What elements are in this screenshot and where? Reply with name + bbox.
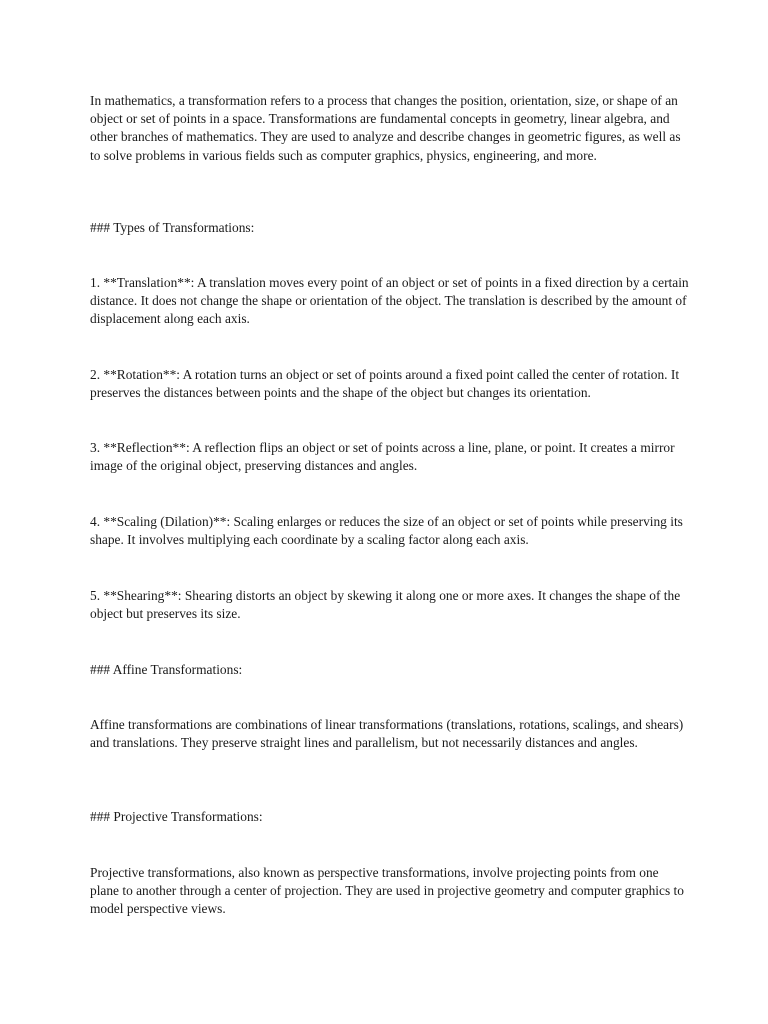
- projective-paragraph: Projective transformations, also known as perspective transformations, involve projecting points from one plane to another through a center of projection. They are used in projective geometry and computer graphics to model perspective views.: [90, 865, 684, 917]
- intro-paragraph: In mathematics, a transformation refers to a process that changes the position, orientation, size, or shape of an object or set of points in a space. Transformations are fundamental concepts in geometry, linear algebra, and other branches of mathematics. They are used to analyze and describe changes in geometric figures, as well as to solve problems in various fields such as computer graphics, physics, engineering, and more.: [90, 93, 681, 163]
- rotation-paragraph: 2. **Rotation**: A rotation turns an object or set of points around a fixed point called the center of rotation. It preserves the distances between points and the shape of the object but changes its orientation.: [90, 367, 680, 401]
- projective-heading: ### Projective Transformations:: [90, 809, 263, 824]
- scaling-paragraph: 4. **Scaling (Dilation)**: Scaling enlarges or reduces the size of an object or set of points while preserving its shape. It involves multiplying each coordinate by a scaling factor along each axis.: [90, 514, 683, 548]
- reflection-paragraph: 3. **Reflection**: A reflection flips an object or set of points across a line, plane, or point. It creates a mirror image of the original object, preserving distances and angles.: [90, 440, 675, 474]
- affine-heading: ### Affine Transformations:: [90, 662, 243, 677]
- translation-paragraph: 1. **Translation**: A translation moves every point of an object or set of points in a fixed direction by a certain distance. It does not change the shape or orientation of the object. The translation is described by the amount of displacement along each axis.: [90, 275, 689, 327]
- types-heading: ### Types of Transformations:: [90, 220, 255, 235]
- shearing-paragraph: 5. **Shearing**: Shearing distorts an object by skewing it along one or more axes. It changes the shape of the object but preserves its size.: [90, 588, 681, 622]
- affine-paragraph: Affine transformations are combinations of linear transformations (translations, rotations, scalings, and shears) and translations. They preserve straight lines and parallelism, but not necessarily distances and angles.: [90, 717, 684, 751]
